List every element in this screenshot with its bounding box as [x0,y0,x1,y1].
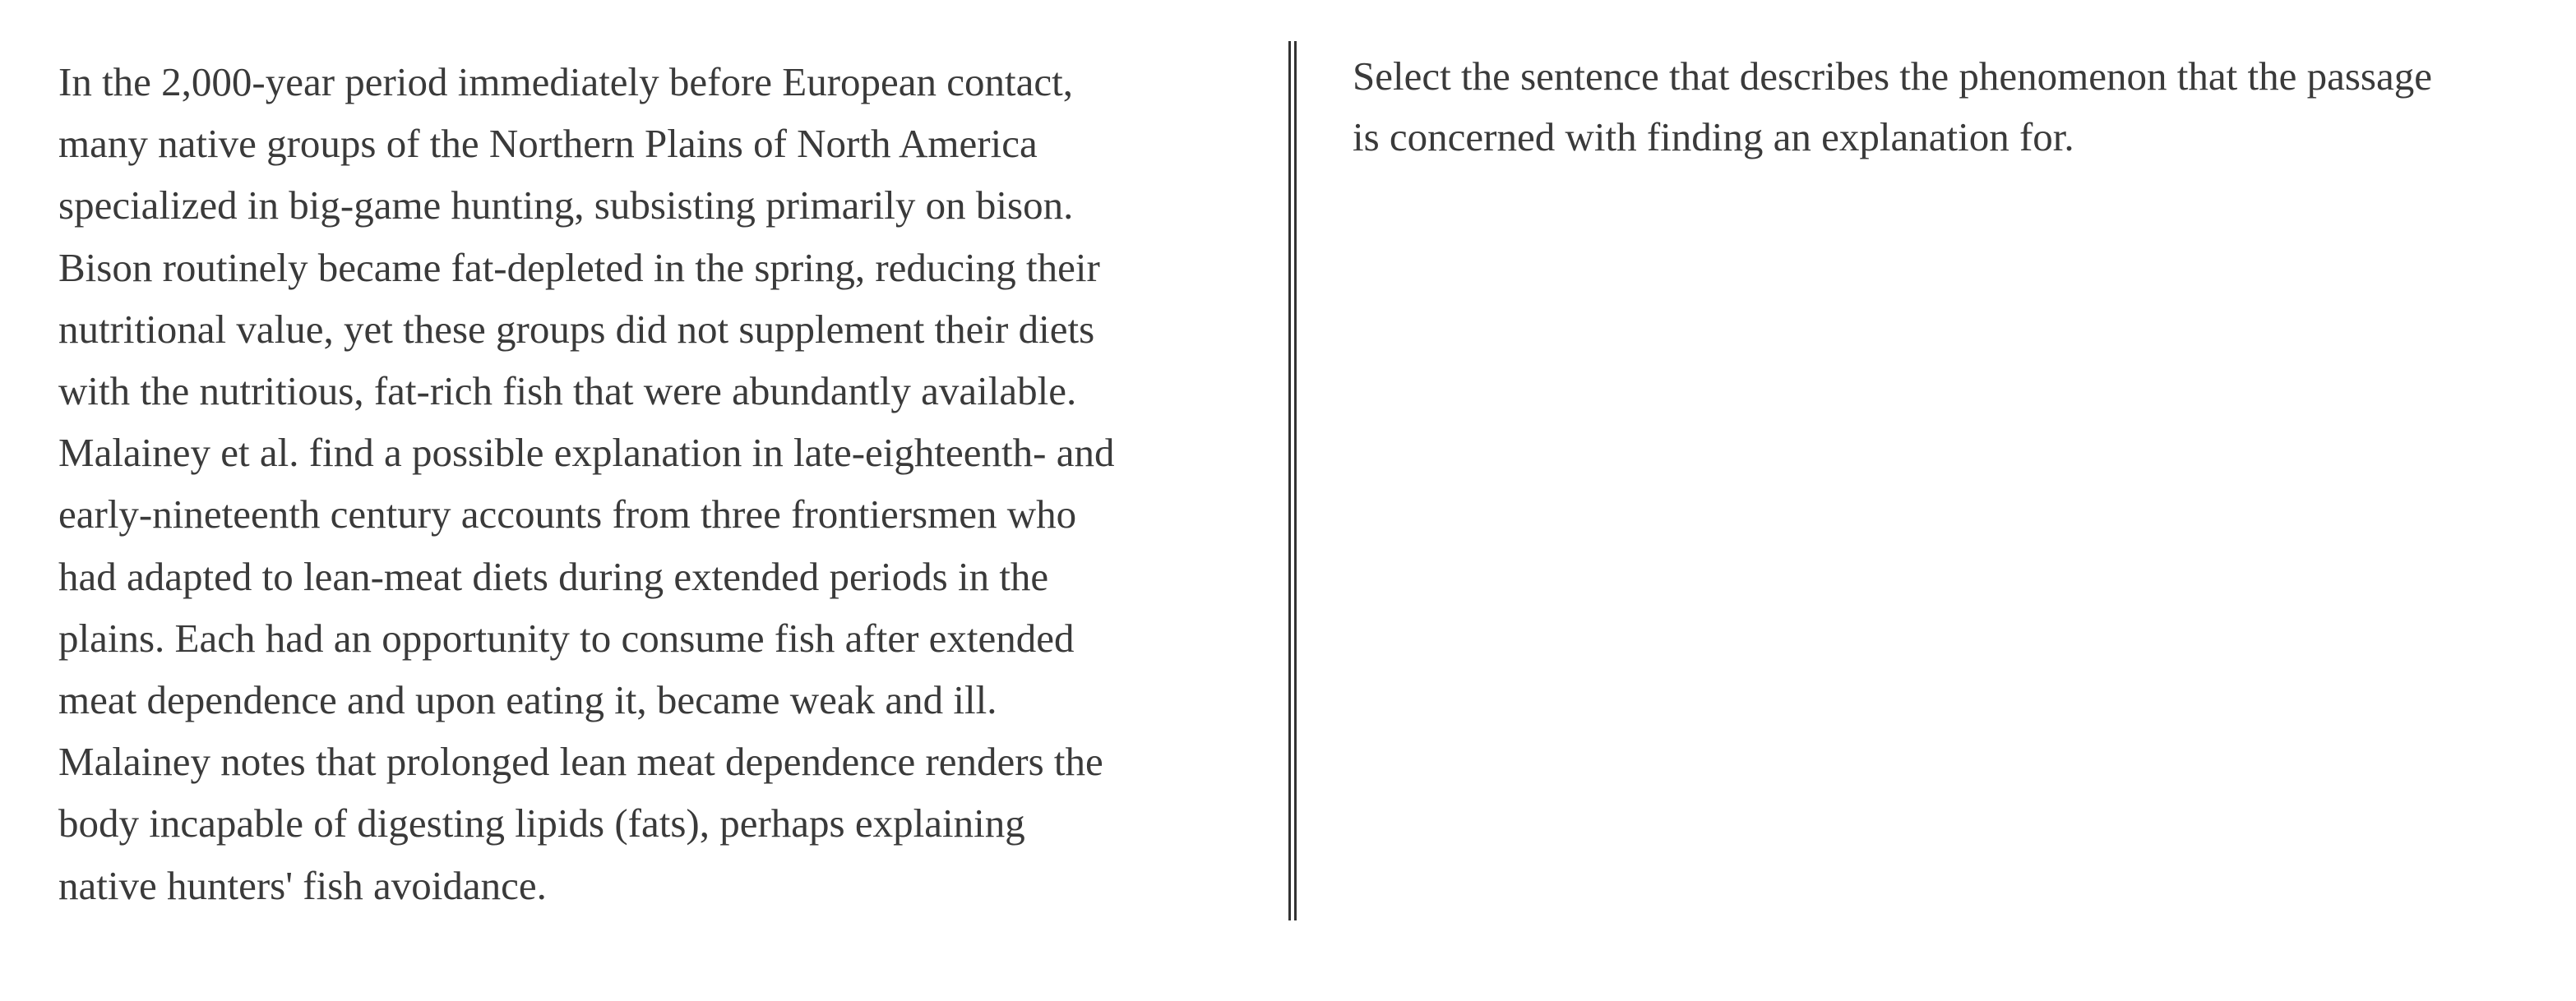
passage-line[interactable]: specialized in big-game hunting, subsisting primarily on bison. [58,182,1074,228]
passage-line[interactable]: body incapable of digesting lipids (fats), perhaps explaining [58,800,1025,846]
pane-divider[interactable] [1288,41,1297,920]
passage-line[interactable]: In the 2,000-year period immediately before European contact, [58,59,1074,104]
passage-pane [58,51,1242,916]
passage-line[interactable]: Malainey notes that prolonged lean meat dependence renders the [58,739,1103,785]
passage-line[interactable]: meat dependence and upon eating it, became weak and ill. [58,677,997,723]
passage-line[interactable]: many native groups of the Northern Plains of North America [58,121,1038,167]
passage-line[interactable]: native hunters' fish avoidance. [58,862,547,908]
passage-line[interactable]: with the nutritious, fat-rich fish that were abundantly available. [58,368,1077,414]
passage-line[interactable]: plains. Each had an opportunity to consume fish after extended [58,615,1075,661]
question-pane [1353,46,2553,168]
passage-line[interactable]: had adapted to lean-meat diets during extended periods in the [58,553,1049,599]
question-prompt-line: is concerned with finding an explanation for. [1353,114,2074,159]
question-prompt-line: Select the sentence that describes the phenomenon that the passage [1353,53,2432,99]
passage-line[interactable]: nutritional value, yet these groups did not supplement their diets [58,306,1095,352]
passage-line[interactable]: Malainey et al. find a possible explanation in late-eighteenth- and [58,430,1115,476]
passage-line[interactable]: early-nineteenth century accounts from three frontiersmen who [58,491,1077,537]
passage-line[interactable]: Bison routinely became fat-depleted in the spring, reducing their [58,244,1100,290]
